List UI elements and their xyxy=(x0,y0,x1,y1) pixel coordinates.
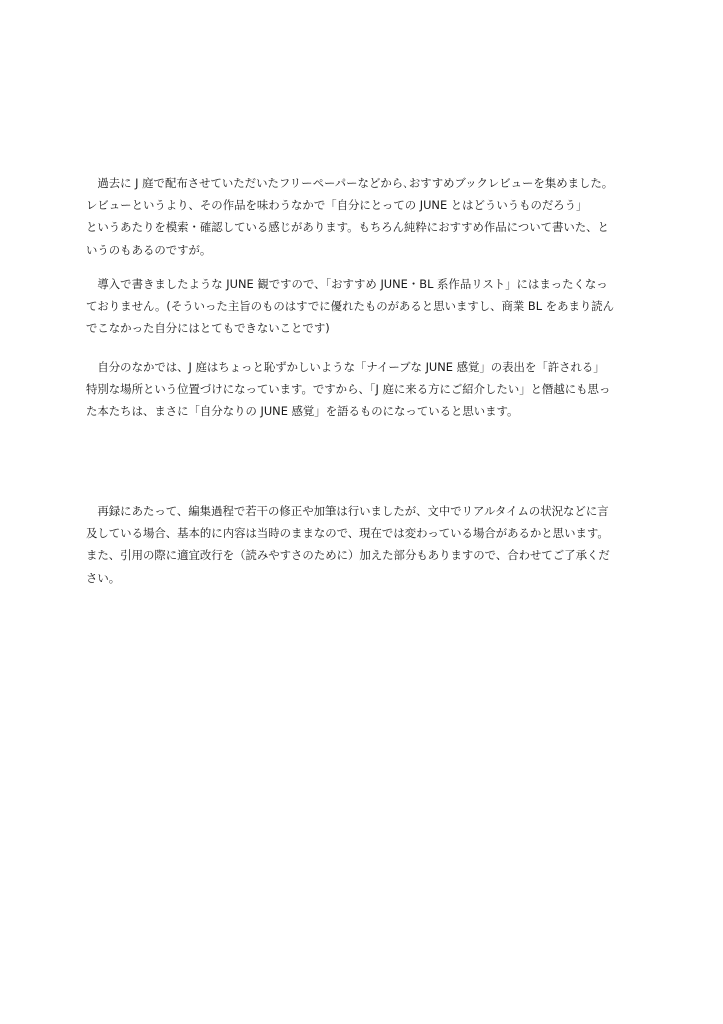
paragraph-june-view xyxy=(86,273,642,340)
paragraph-intro xyxy=(86,172,642,261)
text-line: いうのもあるのですが。 xyxy=(86,242,212,257)
text-line: 過去に J 庭で配布させていただいたフリーペーパーなどから､おすすめブックレビューを集めました。 xyxy=(86,176,614,190)
text-line: ておりません。(そういった主旨のものはすでに優れたものがあると思いますし、商業 BL をあまり読ん xyxy=(86,299,615,314)
text-line: 導入で書きましたような JUNE 観ですので、「おすすめ JUNE・BL 系作品リスト」にはまったくなっ xyxy=(86,277,608,291)
text-line: でこなかった自分にはとてもできないことです) xyxy=(86,321,330,336)
text-line: た本たちは、まさに「自分なりの JUNE 感覚」を語るものになっていると思います。 xyxy=(86,404,519,419)
text-line: 及している場合、基本的に内容は当時のままなので、現在では変わっている場合があるかと思います。 xyxy=(86,526,609,541)
paragraph-j-garden xyxy=(86,356,642,423)
text-line: レビューというより、その作品を味わうなかで「自分にとっての JUNE とはどういうものだろう」 xyxy=(86,198,588,213)
text-line: また、引用の際に適宜改行を（読みやすさのために）加えた部分もありますので、合わせてご了承くだ xyxy=(86,548,610,563)
text-line: 特別な場所という位置づけになっています。ですから、「J 庭に来る方にご紹介したい」と僭越にも思っ xyxy=(86,382,611,397)
text-line: というあたりを模索・確認している感じがあります。もちろん純粋におすすめ作品について書いた、と xyxy=(86,220,609,235)
text-line: 再録にあたって、編集過程で若干の修正や加筆は行いましたが、文中でリアルタイムの状況などに言 xyxy=(86,504,609,518)
paragraph-reprint-note xyxy=(86,500,642,589)
text-line: さい。 xyxy=(86,570,121,585)
text-line: 自分のなかでは、J 庭はちょっと恥ずかしいような「ナイーブな JUNE 感覚」の表出を「許される」 xyxy=(86,360,605,374)
